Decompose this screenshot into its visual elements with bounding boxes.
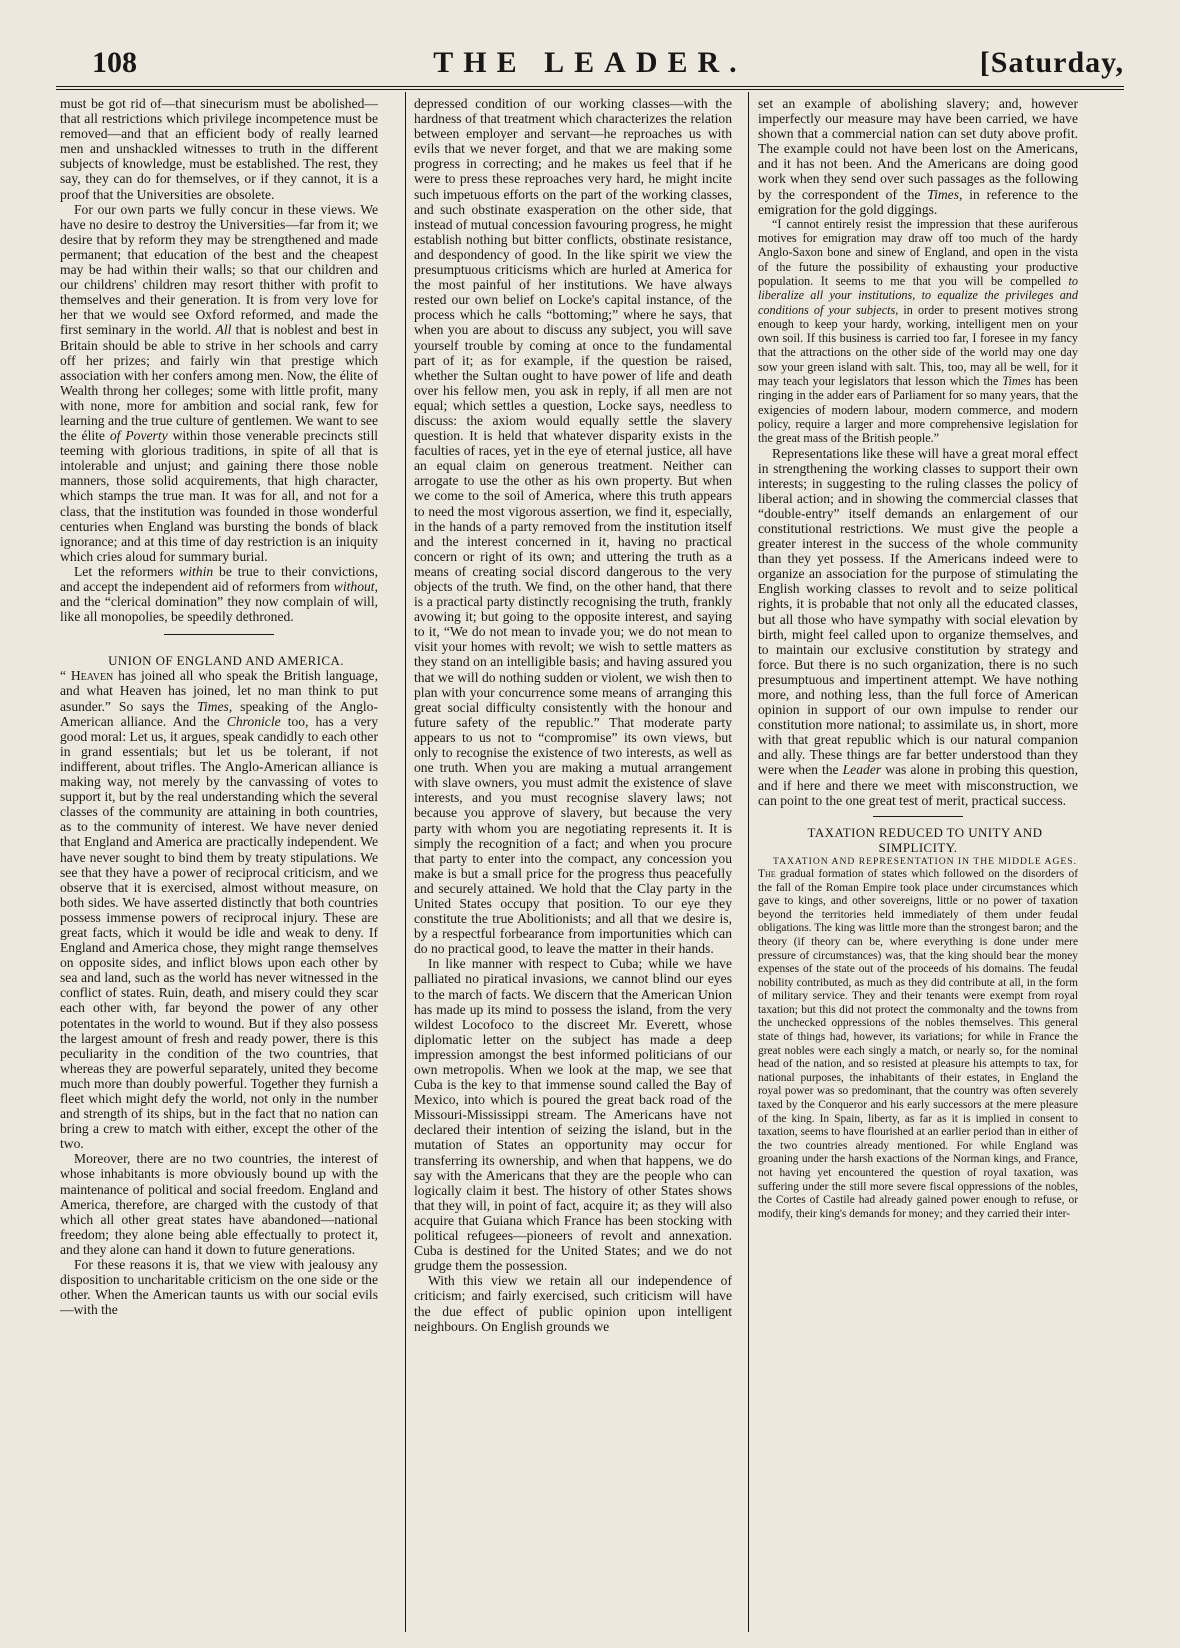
- paragraph: Let the reformers within be true to their convictions, and accept the independent aid of reformers from without, and the “clerical domination” they now complain of will, like all monopolies, be speedily dethroned.: [60, 563, 378, 625]
- column-3: [758, 96, 1078, 1626]
- article-heading: TAXATION REDUCED TO UNITY AND SIMPLICITY.: [807, 824, 1043, 855]
- masthead-rule: [56, 86, 1124, 90]
- paragraph: Moreover, there are no two countries, the interest of whose inhabitants is more obviously bound up with the maintenance of political and social freedom. England and America, therefore, are charged with the custody of that which all other great states have abandoned—national freedom; they alone being able effectually to protect it, and they alone can hand it down to future generations.: [60, 1151, 378, 1257]
- paragraph: Representations like these will have a great moral effect in strengthening the working classes to support their own interests; in suggesting to the ruling classes the policy of liberal action; and in showing the commercial classes that “double-entry” itself demands an enlargement of our constitutional restrictions. We must give the people a greater interest in the success of the whole community than they yet possess. If the Americans indeed were to organize an association for the purpose of stimulating the English working classes to revolt and to seize political rights, it is probable that not only all the educated classes, but all those who have sympathy with social elevation by birth, might feel called upon to organize themselves, and to maintain our exclusive constitution by strategy and force. But there is no such organization, there is no such presumptuous and impertinent attempt. We have nothing more, and nothing less, than the full force of American opinion in support of our own impulse to render our constitution more national; to assimilate us, in short, more with that great republic which is our natural companion and ally. These things are far better understood than they were when the Leader was alone in probing this question, and if here and there we meet with misconstruction, we can point to the one great test of merit, practical success.: [758, 445, 1078, 808]
- paragraph: “ Heaven has joined all who speak the British language, and what Heaven has joined, let no man think to put asunder.” So says the Times, speaking of the Anglo-American alliance. And the Chronicle too, has a very good moral: Let us, it argues, speak candidly to each other in grand essentials; but let us be tolerant, if not indifferent, about trifles. The Anglo-American alliance is making way, not merely by the canvassing of votes to support it, but by the real understanding which the several classes of the community are attaining in both countries, as to the community of interest. We have never denied that England and America are practically independent. We have never sought to bind them by treaty stipulations. We see that they have a power of reciprocal criticism, and we observe that it is exercised, almost without measure, on both sides. We have asserted distinctly that both countries possess immense powers of reciprocal injury. These are great facts, which it would be idle and weak to deny. If England and America chose, they might range themselves on opposite sides, and inflict blows upon each other by sea and land, such as the world has never witnessed in the conflict of states. Ruin, death, and misery could they scar each other with, far beyond the power of any other potentates in the world to wound. But if they also possess the largest amount of fresh and ready power, there is this peculiarity in the condition of the two countries, that whereas they are powerful separately, united they become much more than doubly powerful. Together they furnish a fleet which might defy the world, not only in the number and strength of its ships, but in the fact that no nation can bring a crew to match with either, except the other of the two.: [60, 668, 378, 1152]
- quotation: “I cannot entirely resist the impression that these auriferous motives for emigration may draw off too much of the hardy Anglo-Saxon bone and sinew of England, and open in the vista of the future the possibility of exhausting your productive population. It seems to me that you will be compelled to liberalize all your institutions, to equalize the privileges and conditions of your subjects, in order to present motives strong enough to keep your hardy, working, intelligent men on your own soil. If this business is carried too far, I foresee in my fancy that the attractions on the other side of the world may one day sow your green island with salt. This, too, may all be well, for it may teach your legislators that lesson which the Times has been ringing in the adder ears of Parliament for so many years, that the exigencies of modern labour, modern commerce, and modern policy, require a larger and more comprehensive legislation for the great mass of the British people.”: [758, 216, 1078, 446]
- newspaper-title: THE LEADER.: [433, 46, 747, 79]
- column-1: [60, 96, 378, 1626]
- paragraph: The gradual formation of states which followed on the disorders of the fall of the Roman Empire took place under circumstances which gave to kings, and other sovereigns, little or no power of taxation beyond the territories held immediately of them under feudal obligations. The king was little more than the strongest baron; and the theory (if theory can be, where everything is done under mere pressure of circumstances) was, that the king should bear the money expenses of the state out of the proceeds of his domains. The feudal nobility contributed, as much as they did contribute at all, in the form of military service. They and their tenants were exempt from royal taxation; but this did not protect the commonalty and the towns from the unchecked oppressions of the nobles themselves. This general state of things had, however, its variations; for while in France the great nobles were each singly a match, or nearly so, for the nominal head of the nation, and so resisted at pleasure his attempts to tax, for national purposes, the inhabitants of their estates, in England the royal power was so predominant, that the country was often severely taxed by the Conqueror and his early successors at the mere pleasure of the king. In Spain, liberty, as far as it is implied in consent to taxation, seems to have flourished at an earlier period than in either of the two countries already mentioned. For while England was groaning under the harsh exactions of the Norman kings, and France, not having yet encountered the question of royal taxation, was suffering under the still more severe fiscal oppressions of the nobles, the Cortes of Castile had already gained power enough to refuse, or modify, their king's demands for money; and they carried their inter-: [758, 867, 1078, 1220]
- paragraph: must be got rid of—that sinecurism must be abolished—that all restrictions which privilege incompetence must be removed—and that an efficient body of really learned men and unshackled witnesses to truth in the different subjects of knowledge, must be established. The rest, they say, they can do for themselves, or if they cannot, it is a proof that the Universities are obsolete.: [60, 96, 378, 202]
- paragraph: depressed condition of our working classes—with the hardness of that treatment which characterizes the relation between employer and servant—he reproaches us with evils that we never forget, and that we are making some progress in correcting; and he makes us feel that if he were to press these reproaches very hard, he might incite such impetuous efforts on the part of the working classes, and such obstinate exasperation on the other side, that instead of mutual concession favouring progress, he might establish nothing but bitter conflicts, obstinate resistance, and despondency of good. In the like spirit we view the presumptuous criticisms which are hurled at America for the most painful of her institutions. We have always rested our own belief on Locke's capital instance, of the process which he calls “bottoming;” where he says, that when you are about to discuss any subject, you will save yourself trouble by coming at once to the fundamental part of it; as for example, if the question be raised, whether the Sultan ought to have power of life and death over his fellow men, you ask in reply, if all men are not equal; which settles a question, Locke says, needless to discuss: the axiom would equally settle the slavery question. It is held that whatever disparity exists in the faculties of races, yet in the eye of eternal justice, all have an equal claim on generous treatment. Neither can arrogate to use the other as his own property. But when we come to the soil of America, where this truth appears to need the most vigorous assertion, we find it, especially, in the hands of a party removed from the institution itself and the interest concerned in it, having no practical concern or right of its own; and uttering the truth as a means of creating social discord dangerous to the very objects of the truth. We find, on the other hand, that there is a practical party distinctly recognising the truth, frankly avowing it; but going to the opposite interest, and saying to it, “We do not mean to invade you; we do not mean to visit your homes with revolt; we wish to settle matters as they stand on an intelligible basis; and having assured you that we will do nothing sudden or violent, we wish then to plan with your concurrence some means of arranging this great social difficulty consistently with the honour and future safety of the republic.” That moderate party appears to us not to “compromise” its own views, but only to recognise the existence of two interests, as well as one truth. When you are making a mutual arrangement with slave owners, you must admit the existence of slave interests, and you must recognise slavery laws; not because you approve of slavery, but because the very party with whom you are negotiating represents it. It is simply the recognition of a fact; and when you procure that party to enter into the compact, any concession you make is but a small price for the progress thus peacefully and securely attained. We hold that the Clay party in the United States occupy that position. To our eye they constitute the true Abolitionists; and all that we desire is, by a respectful forbearance from importunities which can do no practical good, to leave the matter in their hands.: [414, 96, 732, 957]
- article-heading: UNION OF ENGLAND AND AMERICA.: [108, 653, 344, 669]
- column-divider: [405, 92, 406, 1632]
- paragraph: For these reasons it is, that we view with jealousy any disposition to uncharitable criticism on the one side or the other. When the American taunts us with our social evils—with the: [60, 1257, 378, 1318]
- section-rule: [873, 816, 963, 817]
- paragraph: For our own parts we fully concur in these views. We have no desire to destroy the Universities—far from it; we desire that by reform they may be strengthened and made permanent; that education of the best and the cheapest may be had within their walls; so that our children and our childrens' children may resort thither with profit to themselves and their generation. It is from very love for her that we would see Oxford reformed, and made the first seminary in the world. All that is noblest and best in Britain should be able to strive in her schools and carry off her prizes; and fairly win that prestige which association with her confers among men. Now, the élite of Wealth throng her colleges; some with little profit, many with none, more for ambition and social rank, few for learning and the true culture of gentlemen. We want to see the élite of Poverty within those venerable precincts still teeming with glorious traditions, in spite of all that is intolerable and unjust; and gaining there those noble manners, those solid acquirements, that high character, which stamps the true man. It was for all, and not for a class, that the institution was founded in those wonderful centuries when England was bursting the bonds of black ignorance; and at this time of day restriction is an iniquity which cries aloud for summary burial.: [60, 201, 378, 564]
- paragraph: With this view we retain all our independence of criticism; and fairly exercised, such criticism will have the due effect of public opinion upon intelligent neighbours. On English grounds we: [414, 1273, 732, 1334]
- section-rule: [164, 634, 274, 635]
- article-subheading: TAXATION AND REPRESENTATION IN THE MIDDLE AGES.: [772, 855, 1078, 867]
- masthead: [56, 44, 1124, 84]
- paragraph: set an example of abolishing slavery; and, however imperfectly our measure may have been carried, we have shown that a commercial nation can set duty above profit. The example could not have been lost on the Americans, and it has not been. And the Americans are doing good work when they send over such passages as the following by the correspondent of the Times, in reference to the emigration for the gold diggings.: [758, 96, 1078, 217]
- page-number: 108: [92, 46, 137, 79]
- column-divider: [748, 92, 749, 1632]
- issue-day: [Saturday,: [979, 46, 1124, 79]
- column-2: [414, 96, 732, 1626]
- paragraph: In like manner with respect to Cuba; while we have palliated no piratical invasions, we cannot blind our eyes to the march of facts. We discern that the American Union has made up its mind to possess the island, from the very wildest Locofoco to the discreet Mr. Everett, whose diplomatic letter on the subject has made a deep impression amongst the best informed politicians of our own metropolis. When we look at the map, we see that Cuba is the key to that immense sound called the Bay of Mexico, into which is poured the great back road of the Missouri-Mississippi stream. The Americans have not declared their intention of seizing the island, but in the mutation of States an opportunity may occur for transferring its ownership, and when that happens, we do say with the Americans that they are the people who can logically claim it best. The history of other States shows that they will, in point of fact, acquire it; as they will also acquire that Guiana which France has been stocking with political refugees—pioneers of revolt and annexation. Cuba is destined for the United States; and we do not grudge them the possession.: [414, 956, 732, 1274]
